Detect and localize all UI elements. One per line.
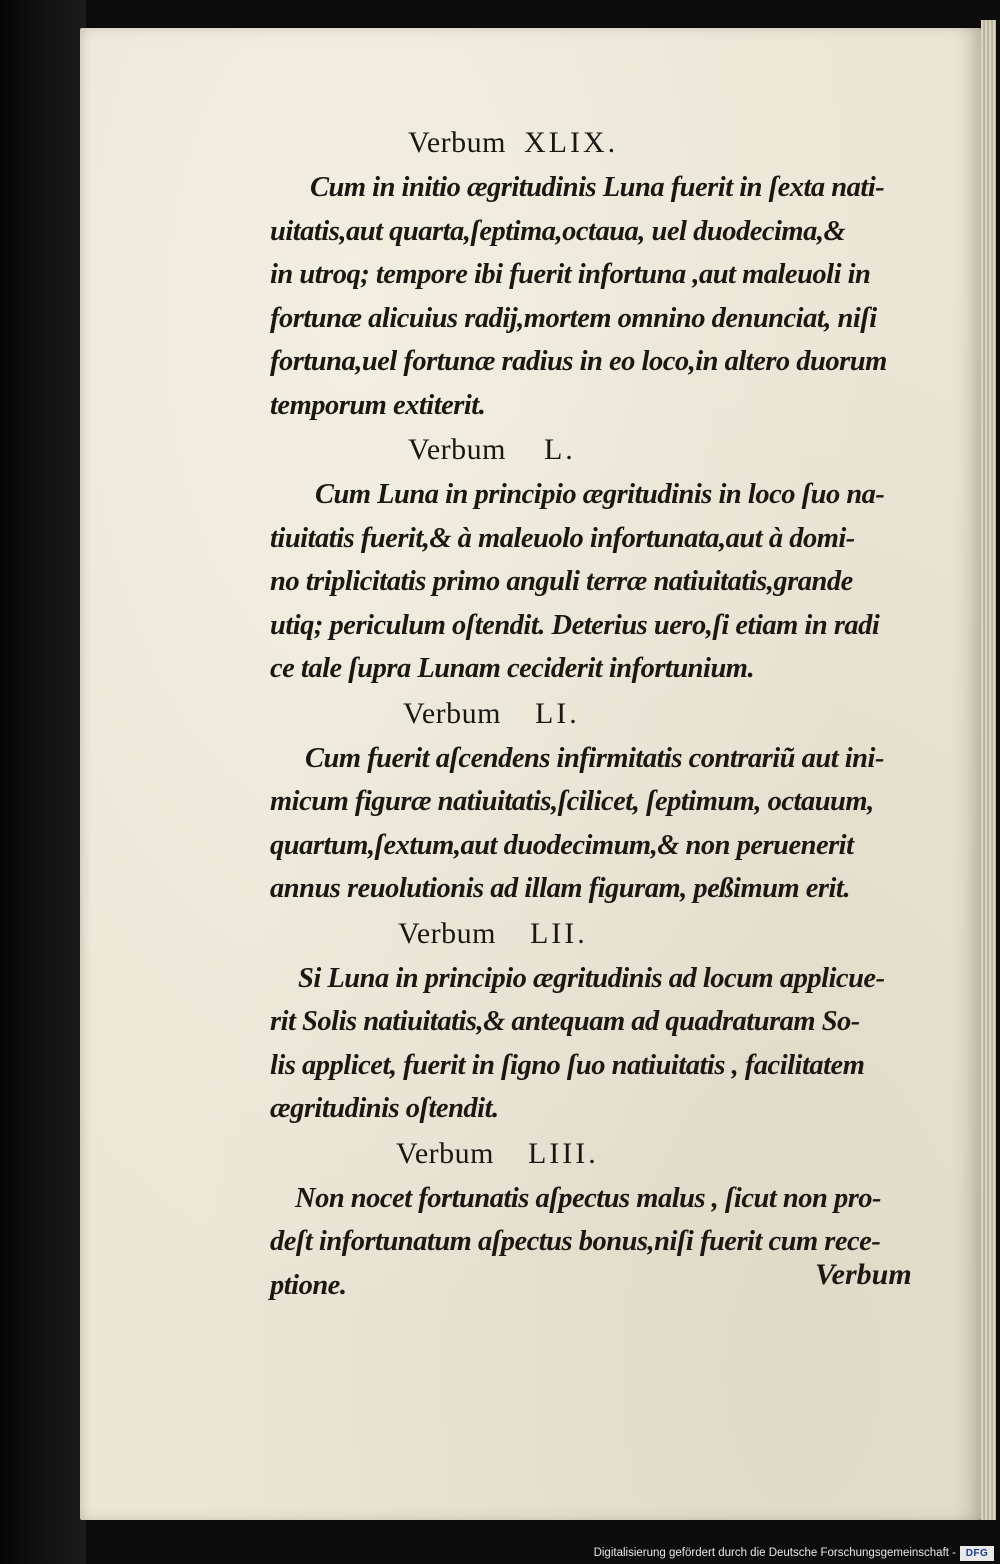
text-line: in utroq; tempore ibi fuerit infortuna ,aut maleuoli in: [270, 259, 871, 290]
text-line: Si Luna in principio ægritudinis ad locum applicue-: [298, 962, 885, 994]
heading-numeral: LI.: [534, 696, 580, 730]
text-line: uitatis,aut quarta,ſeptima,octaua, uel duodecima,&: [270, 215, 846, 247]
text-line: micum figuræ natiuitatis,ſcilicet, ſeptimum, octauum,: [270, 786, 874, 817]
text-line: quartum,ſextum,aut duodecimum,& non peruenerit: [270, 829, 854, 861]
page-text: [270, 120, 935, 1307]
heading-numeral: L.: [543, 433, 576, 466]
section-heading: [408, 120, 935, 166]
text-line: no triplicitatis primo anguli terræ natiuitatis,grande: [270, 566, 853, 597]
text-line: temporum extiterit.: [270, 389, 486, 421]
text-line: fortuna,uel fortunæ radius in eo loco,in altero duorum: [270, 346, 887, 377]
heading-word: Verbum: [403, 696, 501, 730]
text-line: deſt infortunatum aſpectus bonus,niſi fuerit cum rece-: [270, 1226, 881, 1257]
heading-numeral: LIII.: [527, 1136, 599, 1170]
page-stack-edge: [981, 20, 996, 1520]
text-line: Cum in initio ægritudinis Luna fuerit in ſexta nati-: [310, 172, 885, 203]
text-line: ægritudinis oſtendit.: [270, 1093, 499, 1124]
heading-numeral: LII.: [529, 916, 588, 950]
text-line: tiuitatis fuerit,& à maleuolo infortunata,aut à domi-: [270, 522, 855, 554]
section-heading: [408, 427, 935, 473]
text-line: fortunæ alicuius radij,mortem omnino denunciat, niſi: [270, 302, 877, 334]
section-heading: [403, 691, 935, 737]
text-line: ptione.: [270, 1269, 347, 1301]
text-line: annus reuolutionis ad illam figuram, peßimum erit.: [270, 873, 850, 904]
text-line: utiq; periculum oſtendit. Deterius uero,ſi etiam in radi: [270, 609, 880, 641]
heading-word: Verbum: [408, 433, 506, 466]
book-spine-shadow: [0, 0, 86, 1564]
section-heading: [398, 911, 935, 957]
heading-word: Verbum: [408, 126, 506, 159]
text-line: rit Solis natiuitatis,& antequam ad quadraturam So-: [270, 1006, 860, 1037]
dfg-logo: DFG: [960, 1546, 994, 1561]
heading-numeral: XLIX.: [523, 126, 619, 159]
text-line: ce tale ſupra Lunam ceciderit infortunium.: [270, 653, 755, 684]
text-line: lis applicet, fuerit in ſigno ſuo natiuitatis , facilitatem: [270, 1049, 865, 1081]
text-line: Non nocet fortunatis aſpectus malus , ſicut non pro-: [295, 1182, 882, 1214]
digitization-credit: Digitalisierung gefördert durch die Deutsche Forschungsgemeinschaft -: [593, 1547, 956, 1559]
catchword: Verbum: [815, 1258, 912, 1291]
heading-word: Verbum: [396, 1136, 494, 1170]
text-line: Cum Luna in principio ægritudinis in loco ſuo na-: [315, 479, 885, 510]
section-heading: [396, 1131, 935, 1177]
text-line: Cum fuerit aſcendens infirmitatis contrariũ aut ini-: [305, 742, 884, 774]
heading-word: Verbum: [398, 916, 496, 950]
